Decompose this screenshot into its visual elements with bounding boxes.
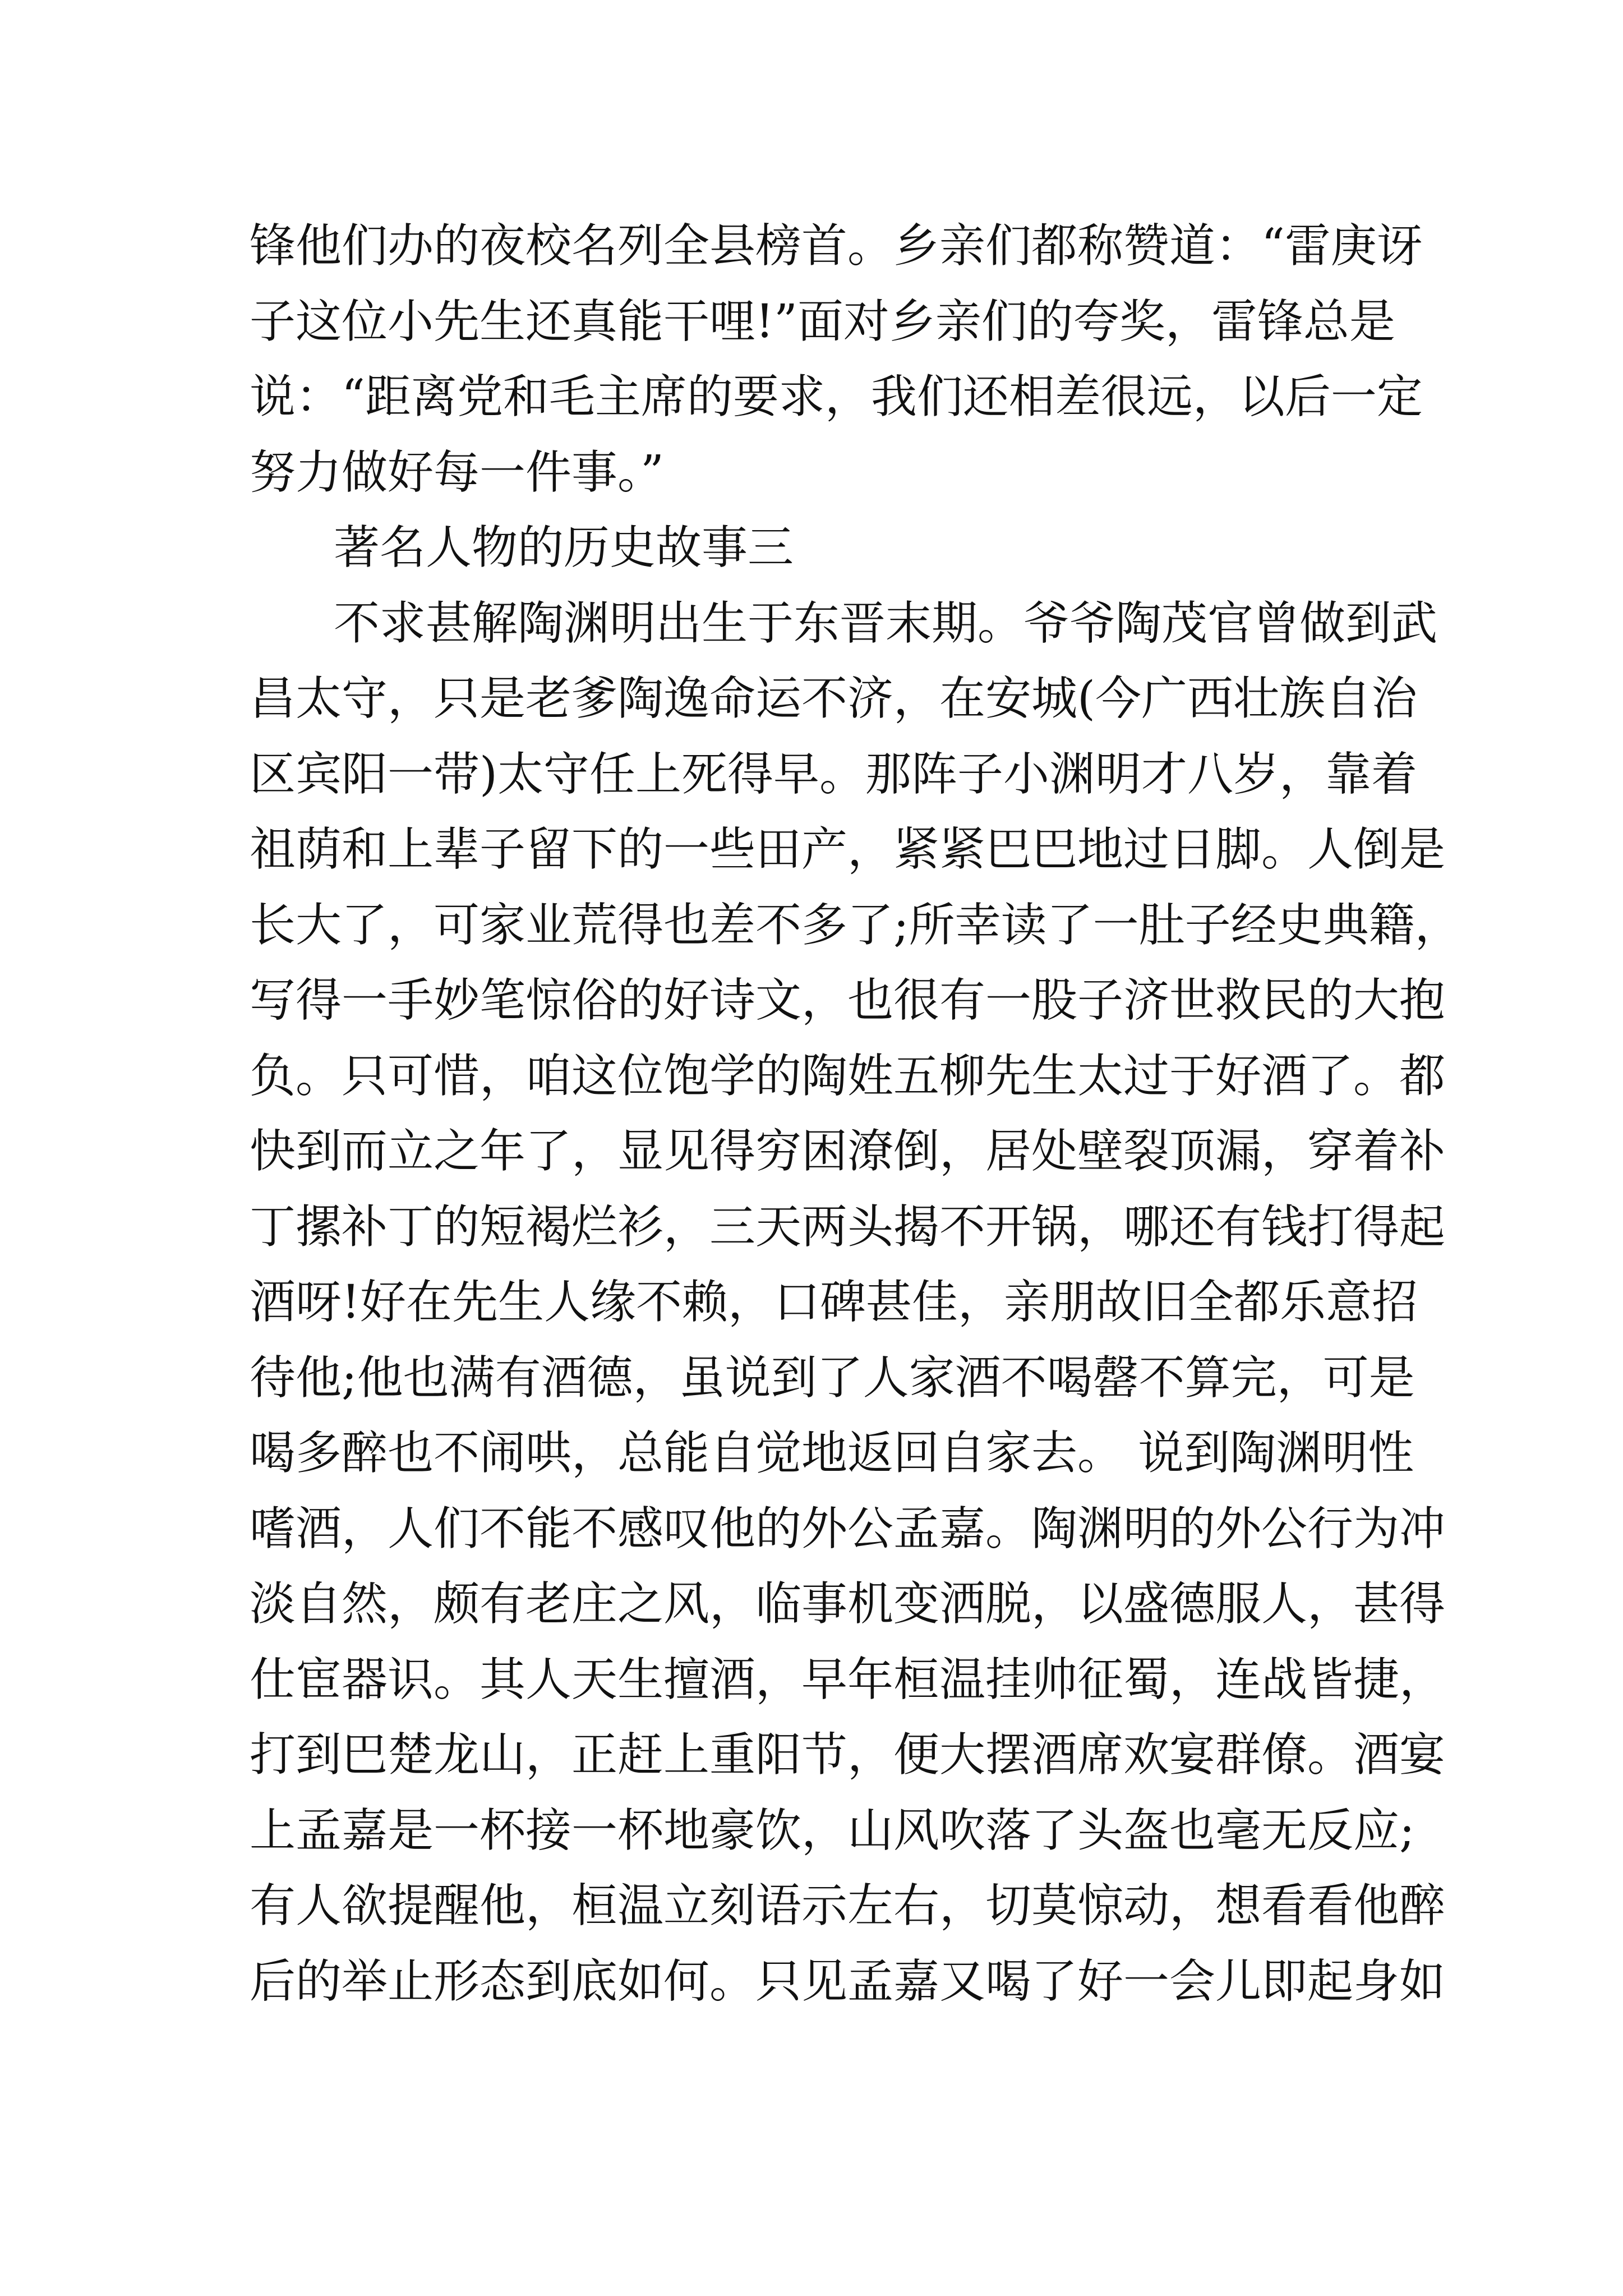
text-line: 子这位小先生还真能干哩!”面对乡亲们的夸奖，雷锋总是: [250, 295, 1395, 348]
text-line: 丁摞补丁的短褐烂衫，三天两头揭不开锅，哪还有钱打得起: [250, 1200, 1446, 1254]
text-line: 后的举止形态到底如何。只见孟嘉又喝了好一会儿即起身如: [250, 1954, 1446, 2008]
text-line: 快到而立之年了，显见得穷困潦倒，居处壁裂顶漏，穿着补: [250, 1125, 1446, 1178]
text-line: 锋他们办的夜校名列全县榜首。乡亲们都称赞道：“雷庚讶: [250, 219, 1423, 273]
text-line: 酒呀!好在先生人缘不赖，口碑甚佳，亲朋故旧全都乐意招: [250, 1276, 1418, 1329]
text-line: 仕宦器识。其人天生擅酒，早年桓温挂帅征蜀，连战皆捷，: [250, 1653, 1446, 1706]
text-line: 努力做好每一件事。”: [250, 445, 664, 499]
text-line: 嗜酒，人们不能不感叹他的外公孟嘉。陶渊明的外公行为冲: [250, 1502, 1446, 1556]
section-heading: 著名人物的历史故事三: [334, 521, 794, 574]
text-line: 说：“距离党和毛主席的要求，我们还相差很远，以后一定: [250, 370, 1423, 424]
body-text: [250, 209, 1461, 2019]
text-line: 长大了，可家业荒得也差不多了;所幸读了一肚子经史典籍，: [250, 898, 1461, 952]
text-line: 祖荫和上辈子留下的一些田产，紧紧巴巴地过日脚。人倒是: [250, 823, 1446, 876]
text-line: 昌太守，只是老爹陶逸命运不济，在安城(今广西壮族自治: [250, 672, 1417, 725]
text-line: 区宾阳一带)太守任上死得早。那阵子小渊明才八岁，靠着: [250, 747, 1417, 801]
text-line: 待他;他也满有酒德，虽说到了人家酒不喝罄不算完，可是: [250, 1351, 1415, 1405]
text-line: 负。只可惜，咱这位饱学的陶姓五柳先生太过于好酒了。都: [250, 1049, 1446, 1103]
paragraph-first-line: 不求甚解陶渊明出生于东晋末期。爷爷陶茂官曾做到武: [334, 596, 1438, 650]
text-line: 有人欲提醒他，桓温立刻语示左右，切莫惊动，想看看他醉: [250, 1879, 1446, 1932]
text-line: 写得一手妙笔惊俗的好诗文，也很有一股子济世救民的大抱: [250, 974, 1446, 1027]
text-line: 打到巴楚龙山，正赶上重阳节，便大摆酒席欢宴群僚。酒宴: [250, 1728, 1446, 1782]
text-line: 喝多醉也不闹哄，总能自觉地返回自家去。 说到陶渊明性: [250, 1427, 1414, 1480]
text-line: 淡自然，颇有老庄之风，临事机变洒脱，以盛德服人，甚得: [250, 1577, 1446, 1631]
text-line: 上孟嘉是一杯接一杯地豪饮，山风吹落了头盔也毫无反应;: [250, 1803, 1415, 1857]
